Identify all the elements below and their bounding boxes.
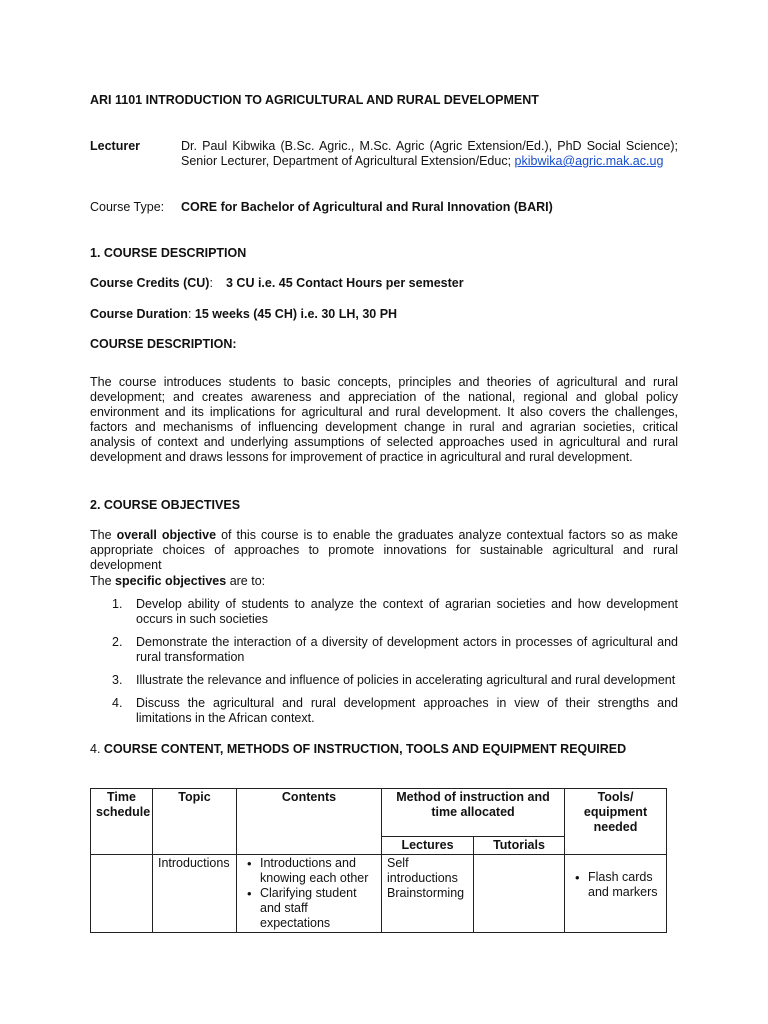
course-duration: Course Duration: 15 weeks (45 CH) i.e. 30 LH, 30 PH	[90, 307, 398, 321]
header-method: Method of instruction and time allocated	[382, 789, 565, 837]
section-1-heading: 1. COURSE DESCRIPTION	[90, 246, 247, 260]
header-tools: Tools/ equipment needed	[565, 789, 667, 855]
specific-objectives-intro: The specific objectives are to:	[90, 574, 266, 588]
description-heading: COURSE DESCRIPTION:	[90, 337, 237, 351]
lecturer-label: Lecturer	[90, 139, 141, 153]
table-row	[91, 855, 667, 933]
section-2-heading: 2. COURSE OBJECTIVES	[90, 498, 241, 512]
cell-lectures: Self introductions Brainstorming	[382, 855, 474, 933]
cell-time	[91, 855, 153, 933]
cell-contents	[237, 855, 382, 933]
header-lectures: Lectures	[382, 837, 474, 855]
header-time-schedule: Time schedule	[91, 789, 153, 855]
content-item: • Introductions and knowing each other	[260, 856, 376, 886]
specific-objectives-term: specific objectives	[115, 574, 227, 588]
overall-objective-term: overall objective	[116, 528, 217, 542]
overall-objective-paragraph: The overall objective of this course is to enable the graduates analyze contextual factors so as make appropriate choices of approaches to promote innovations for sustainable agricultural and rural development	[90, 528, 679, 572]
lecturer-text: Dr. Paul Kibwika (B.Sc. Agric., M.Sc. Agric (Agric Extension/Ed.), PhD Social Science); Senior Lecturer, Department of Agricultural Extension/Educ;	[181, 139, 678, 168]
course-credits-label: Course Credits (CU):	[90, 276, 213, 290]
lecturer-email-link[interactable]: pkibwika@agric.mak.ac.ug	[514, 154, 664, 168]
course-type-value: CORE for Bachelor of Agricultural and Rural Innovation (BARI)	[181, 200, 553, 214]
header-tutorials: Tutorials	[474, 837, 565, 855]
course-duration-value: 15 weeks (45 CH) i.e. 30 LH, 30 PH	[194, 307, 398, 321]
cell-topic: Introductions	[153, 855, 237, 933]
header-topic: Topic	[153, 789, 237, 855]
course-content-table	[90, 788, 667, 933]
lecturer-details	[181, 139, 678, 169]
course-duration-label: Course Duration	[90, 307, 188, 321]
course-title: ARI 1101 INTRODUCTION TO AGRICULTURAL AND RURAL DEVELOPMENT	[90, 93, 539, 107]
tool-item: • Flash cards and markers	[588, 870, 661, 900]
course-type-label: Course Type:	[90, 200, 165, 214]
course-description-paragraph: The course introduces students to basic concepts, principles and theories of agricultural and rural development; and creates awareness and appreciation of the national, regional and global policy environment and its implications for agricultural and rural development. It also covers the challenges, factors and mechanisms of influencing development change in rural and agrarian societies, critical analysis of context and underlying assumptions of selected approaches used in agricultural and rural development and draws lessons for improvement of practice in agricultural and rural development.	[90, 375, 678, 464]
objective-item: 2. Demonstrate the interaction of a diversity of development actors in processes of agricultural and rural transformation	[112, 635, 678, 664]
cell-tutorials	[474, 855, 565, 933]
cell-tools	[565, 855, 667, 933]
objective-item: 1. Develop ability of students to analyze the context of agrarian societies and how development occurs in such societies	[112, 597, 678, 626]
specific-objectives-list	[90, 597, 678, 734]
section-4-heading: 4. COURSE CONTENT, METHODS OF INSTRUCTION, TOOLS AND EQUIPMENT REQUIRED	[90, 742, 627, 756]
objective-item: 3. Illustrate the relevance and influence of policies in accelerating agricultural and rural development	[112, 673, 676, 687]
course-credits-value: 3 CU i.e. 45 Contact Hours per semester	[226, 276, 464, 290]
objective-item: 4. Discuss the agricultural and rural development approaches in view of their strengths and limitations in the African context.	[112, 696, 678, 725]
header-contents: Contents	[237, 789, 382, 855]
content-item: • Clarifying student and staff expectations	[260, 886, 376, 931]
